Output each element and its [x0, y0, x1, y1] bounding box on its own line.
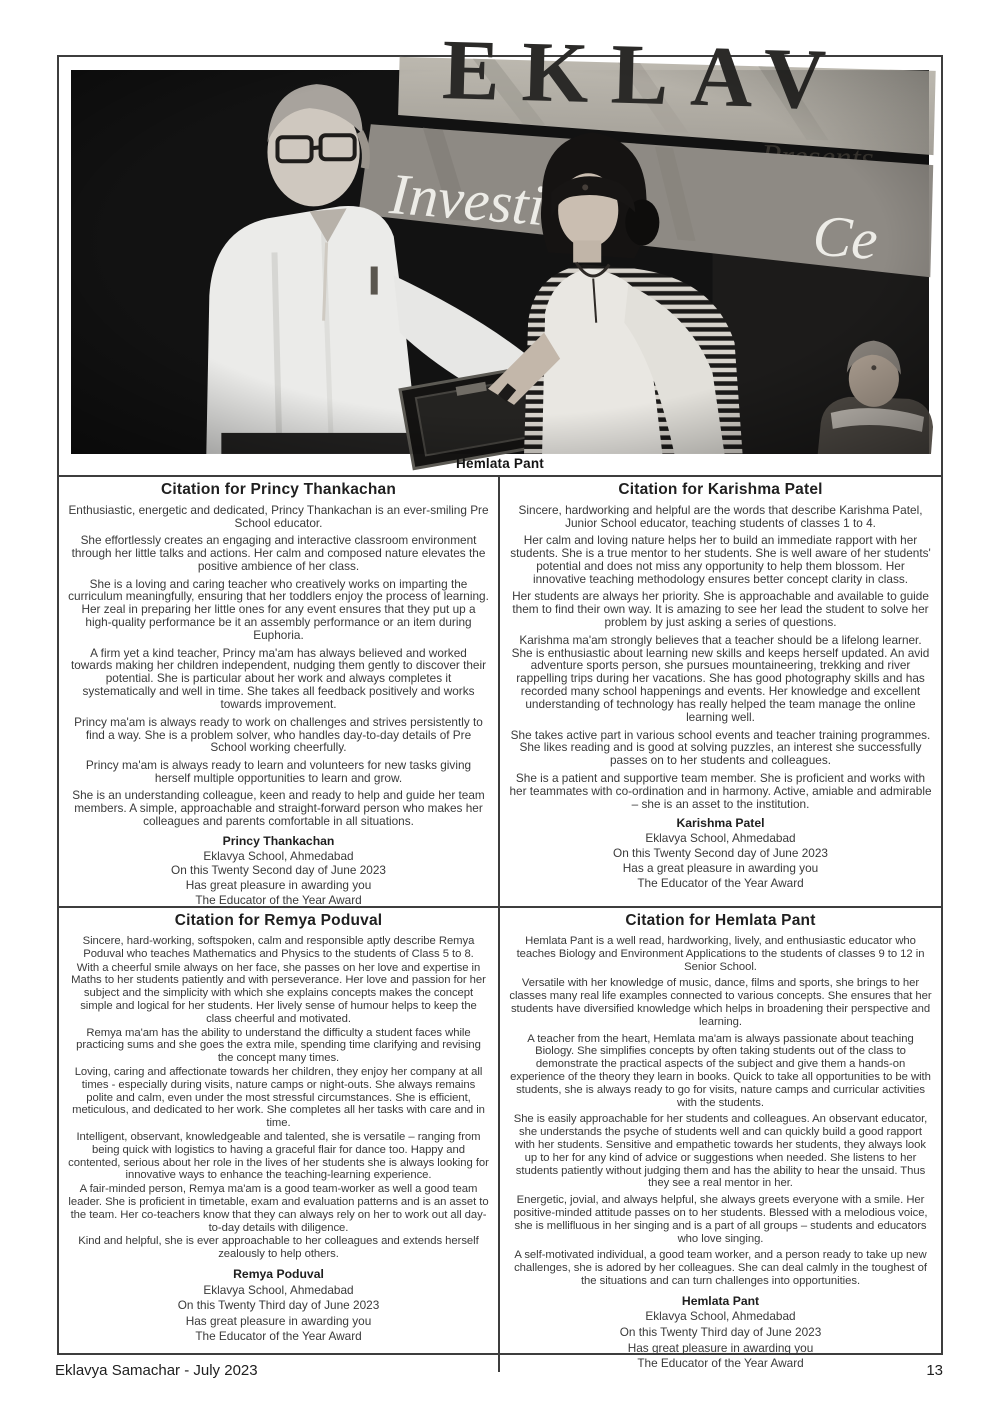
citation-paragraph: Enthusiastic, energetic and dedicated, Princy Thankachan is an ever-smiling Pre School educator.: [68, 503, 489, 530]
signoff-award: The Educator of the Year Award: [195, 893, 362, 908]
citation-paragraph: She is a loving and caring teacher who creatively works on imparting the curriculum meaningfully, ensuring that her toddlers enjoy the process of learning. Her zeal in preparing her little ones for any event ensures that they put up a high-quality performance be it an assembly performance or an item during Euphoria.: [68, 576, 489, 643]
citation-paragraph: Kind and helpful, she is ever approachable to her colleagues and extends herself zealously to help others.: [78, 1235, 479, 1261]
footer-page-number: 13: [926, 1362, 943, 1379]
citation-paragraph: A self-motivated individual, a good team worker, and a person ready to take up new challenges, she is adored by her colleagues. She can deal calmly in the toughest of the situations and can turn challenges into opportunities.: [514, 1249, 927, 1287]
citation-paragraph: She is easily approachable for her students and colleagues. An observant educator, she understands the psyche of students well and can quickly build a good rapport with her students. Sensitive and empathetic towards her students, they always look up to her for any kind of advice or suggestions when needed. She listens to her students patiently without judging them and has the ability to hear the unsaid. Thus they see a real mentor in her.: [513, 1113, 928, 1190]
signoff-date: On this Twenty Second day of June 2023: [613, 846, 828, 861]
citation-paragraph: Her students are always her priority. She is approachable and available to guide them to find their own way. It is amazing to see her lead the student to solve her problem by just asking a series of questions.: [512, 589, 929, 630]
signoff-award: The Educator of the Year Award: [637, 875, 804, 890]
citation-paragraph: With a cheerful smile always on her face, she passes on her love and expertise in Maths to her students patiently and with perseverance. Her love and passion for her subject and the simplicity with which she explains concepts makes the concept simple and logical for her students. Her lively sense of humour helps to keep the class cheerful and motivated.: [71, 961, 486, 1025]
citation-paragraph: She effortlessly creates an engaging and interactive classroom environment through her little talks and actions. Her calm and composed nature elevates the positive ambience of her class.: [71, 533, 486, 574]
signoff-pleasure: Has a great pleasure in awarding you: [622, 860, 819, 875]
signoff-award: The Educator of the Year Award: [637, 1356, 804, 1371]
citation-paragraph: Princy ma'am is always ready to work on challenges and strives persistently to find a way. She is a problem solver, who handles day-to-day details of Pre School working cheerfully.: [74, 714, 483, 755]
citation-paragraph: Karishma ma'am strongly believes that a teacher should be a lifelong learner. She is enthusiastic about learning new skills and keeps herself updated. An avid adventure sports person, she pursues mountaineering, trekking and river rappelling trips during her vacations. She has good photography skills and has recorded many school happenings and events. Her knowledge and excellent understanding of technology has really helped the team manage the online learning well.: [511, 632, 930, 725]
signoff-date: On this Twenty Third day of June 2023: [177, 1298, 380, 1313]
signoff-block: [68, 834, 489, 908]
citation-hemlata-pant: [500, 906, 941, 1372]
signoff-school: Eklavya School, Ahmedabad: [645, 1309, 796, 1324]
citation-paragraph: A firm yet a kind teacher, Princy ma'am has always believed and worked towards making her children independent, nudging them gently to discover their potential. She is particular about her work and always completes it systematically and well in time. She takes all feedback positively and works towards improvement.: [70, 645, 487, 712]
footer-publication: Eklavya Samachar - July 2023: [55, 1362, 258, 1379]
award-photo-illustration: [71, 70, 929, 454]
citation-paragraph: Energetic, jovial, and always helpful, she always greets everyone with a smile. Her positive-minded attitude passes on to her students. Blessed with a melodious voice, she is mellifluous in her singing and is a part of all groups – students and educators who love singing.: [513, 1194, 928, 1245]
citation-paragraph: Sincere, hard-working, softspoken, calm and responsible aptly describe Remya Poduval who teaches Mathematics and Physics to the students of Class 5 to 8.: [82, 935, 475, 960]
signoff-pleasure: Has great pleasure in awarding you: [185, 1313, 372, 1328]
signoff-school: Eklavya School, Ahmedabad: [203, 848, 354, 863]
citation-paragraph: A fair-minded person, Remya ma'am is a good team-worker as well a good team leader. She is proficient in timetable, exam and evaluation patterns and is an asset to the team. Her co-teachers know that they can always rely on her to work out all day-to-day details with diligence.: [68, 1183, 489, 1234]
citation-paragraph: She is a patient and supportive team member. She is proficient and works with her teammates with co-ordination and in harmony. Active, amiable and admirable – she is an asset to the institution.: [509, 770, 932, 811]
citation-paragraph: Remya ma'am has the ability to understand the difficulty a student faces while practicing sums and she goes the extra mile, spending time clarifying and revising the concept many times.: [76, 1026, 481, 1065]
signoff-award: The Educator of the Year Award: [195, 1329, 362, 1344]
citation-paragraph: She takes active part in various school events and teacher training programmes. She likes reading and is good at solving puzzles, an interest she successfully passes on to her students and colleagues.: [510, 727, 931, 768]
signoff-block: [509, 816, 932, 890]
signoff-name: Karishma Patel: [676, 816, 765, 831]
signoff-school: Eklavya School, Ahmedabad: [645, 831, 796, 846]
citation-paragraph: Sincere, hardworking and helpful are the words that describe Karishma Patel, Junior School educator, teaching students of classes 1 to 4.: [518, 503, 923, 530]
signoff-block: [68, 1267, 489, 1345]
signoff-pleasure: Has great pleasure in awarding you: [185, 878, 372, 893]
citation-princy-thankachan: [59, 475, 500, 906]
signoff-school: Eklavya School, Ahmedabad: [203, 1282, 354, 1297]
citation-paragraph: Versatile with her knowledge of music, dance, films and sports, she brings to her classes many real life examples connected to various concepts. She ensures that her students have diversified knowledge which helps in broadening their perspective and learning.: [509, 977, 932, 1028]
citation-paragraph: Her calm and loving nature helps her to build an immediate rapport with her students. She is a true mentor to her students. She is well aware of her students' potential and does not miss any opportunity to help them blossom. Her innovative teaching methodology ensures better concept clarity in class.: [510, 533, 931, 587]
section-title: Citation for Karishma Patel: [618, 481, 823, 498]
signoff-name: Princy Thankachan: [222, 833, 335, 848]
signoff-date: On this Twenty Second day of June 2023: [171, 863, 386, 878]
citation-karishma-patel: [500, 475, 941, 906]
citation-paragraph: She is an understanding colleague, keen and ready to help and guide her team members. A simple, approachable and straight-forward person who makes her colleagues and parents comfortable in all situations.: [72, 788, 485, 828]
signoff-pleasure: Has great pleasure in awarding you: [627, 1340, 814, 1355]
signoff-name: Hemlata Pant: [681, 1293, 760, 1308]
award-photo: [71, 70, 929, 454]
citation-paragraph: Princy ma'am is always ready to learn and volunteers for new tasks giving herself multiple opportunities to learn and grow.: [85, 757, 472, 785]
section-title: Citation for Remya Poduval: [174, 912, 383, 929]
citation-paragraph: Loving, caring and affectionate towards her children, they enjoy her company at all times - especially during visits, nature camps or night-outs. She always remains polite and calm, even under the most stressful circumstances. She is efficient, meticulous, and dedicated to her work. She completes all her tasks with care and in time.: [72, 1065, 485, 1130]
signoff-block: [509, 1294, 932, 1372]
citation-paragraph: Hemlata Pant is a well read, hardworking, lively, and enthusiastic educator who teaches Biology and Environment Applications to the students of classes 9 to 12 in Senior School.: [516, 935, 925, 973]
citation-paragraph: Intelligent, observant, knowledgeable and talented, she is versatile – ranging from being quick with logistics to having a graceful flair for dance too. Happy and contented, serious about her role in the lives of her students she is always looking for innovative ways to enhance the teaching-learning experience.: [68, 1130, 489, 1182]
citation-remya-poduval: [59, 906, 500, 1372]
page-footer: [55, 1362, 943, 1379]
citation-paragraph: A teacher from the heart, Hemlata ma'am is always passionate about teaching Biology. She simplifies concepts by often taking students out of the class to demonstrate the practical aspects of the subject and give them a hands-on experience of the theory they learn in books. Quick to take all opportunities to be with students, she is always ready to go for visits, nature camps and curricular activities with the students.: [510, 1032, 931, 1109]
section-title: Citation for Hemlata Pant: [625, 912, 816, 929]
signoff-date: On this Twenty Third day of June 2023: [619, 1324, 822, 1339]
section-title: Citation for Princy Thankachan: [160, 481, 397, 498]
signoff-name: Remya Poduval: [233, 1266, 324, 1281]
photo-caption: Hemlata Pant: [456, 456, 544, 471]
